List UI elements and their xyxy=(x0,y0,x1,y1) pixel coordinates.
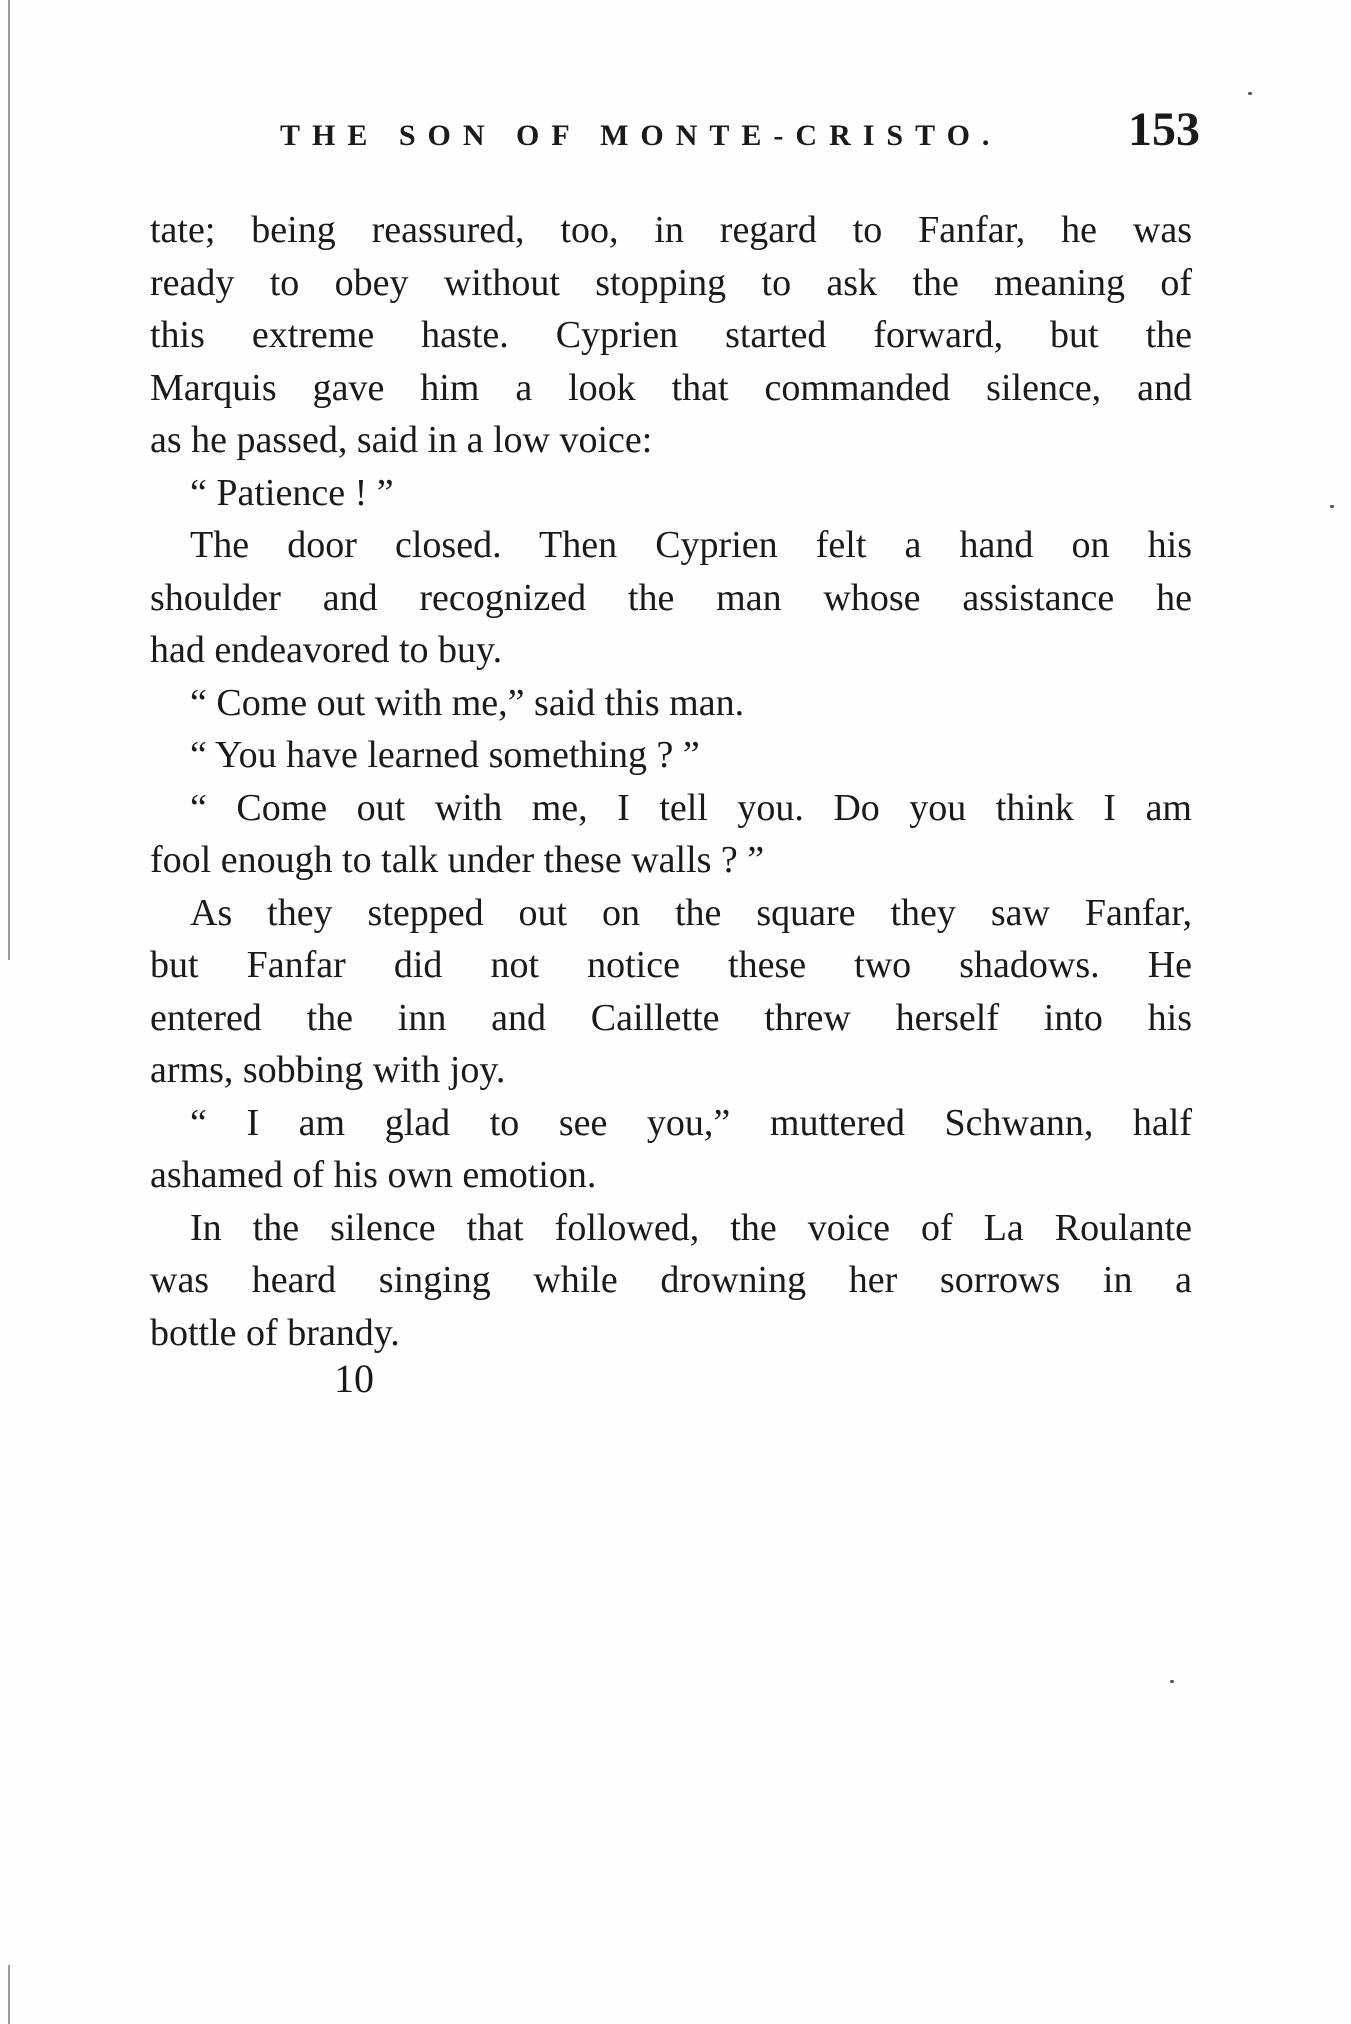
print-speck xyxy=(1170,1680,1174,1683)
text-line: bottle of brandy. xyxy=(150,1311,400,1354)
text-line: as he passed, said in a low voice: xyxy=(150,419,653,461)
print-speck xyxy=(1248,92,1252,95)
text-line: Marquis gave him a look that commanded silence, and xyxy=(150,366,1192,409)
text-line: ready to obey without stopping to ask the meaning of xyxy=(150,261,1192,304)
page-edge-rule-lower xyxy=(8,1965,10,2024)
text-line: but Fanfar did not notice these two shadows. He xyxy=(150,944,1192,986)
running-header xyxy=(280,102,1200,162)
text-line: “ You have learned something ? ” xyxy=(190,734,700,776)
text-line: “ Come out with me,” said this man. xyxy=(190,681,745,724)
print-speck xyxy=(1330,505,1334,508)
text-line: tate; being reassured, too, in regard to Fanfar, he was xyxy=(150,209,1192,251)
text-line: “ I am glad to see you,” muttered Schwann, half xyxy=(190,1101,1192,1144)
running-title: THE SON OF MONTE-CRISTO. xyxy=(280,119,1002,152)
page-number: 153 xyxy=(1128,103,1200,156)
text-line: had endeavored to buy. xyxy=(150,629,503,671)
text-line: arms, sobbing with joy. xyxy=(150,1049,506,1091)
text-line: this extreme haste. Cyprien started forward, but the xyxy=(150,314,1192,356)
text-line: In the silence that followed, the voice of La Roulante xyxy=(190,1206,1192,1249)
text-line: entered the inn and Caillette threw herself into his xyxy=(150,996,1192,1039)
page-edge-rule xyxy=(8,0,10,960)
text-line: was heard singing while drowning her sorrows in a xyxy=(150,1259,1192,1301)
signature-mark: 10 xyxy=(334,1356,374,1401)
text-line: fool enough to talk under these walls ? ” xyxy=(150,839,765,881)
text-line: The door closed. Then Cyprien felt a hand on his xyxy=(190,524,1192,566)
text-line: “ Patience ! ” xyxy=(190,471,394,514)
body-text xyxy=(150,204,1192,1359)
text-line: ashamed of his own emotion. xyxy=(150,1154,597,1196)
text-line: shoulder and recognized the man whose assistance he xyxy=(150,576,1192,619)
text-line: As they stepped out on the square they saw Fanfar, xyxy=(190,891,1192,934)
text-line: “ Come out with me, I tell you. Do you think I am xyxy=(190,786,1192,829)
